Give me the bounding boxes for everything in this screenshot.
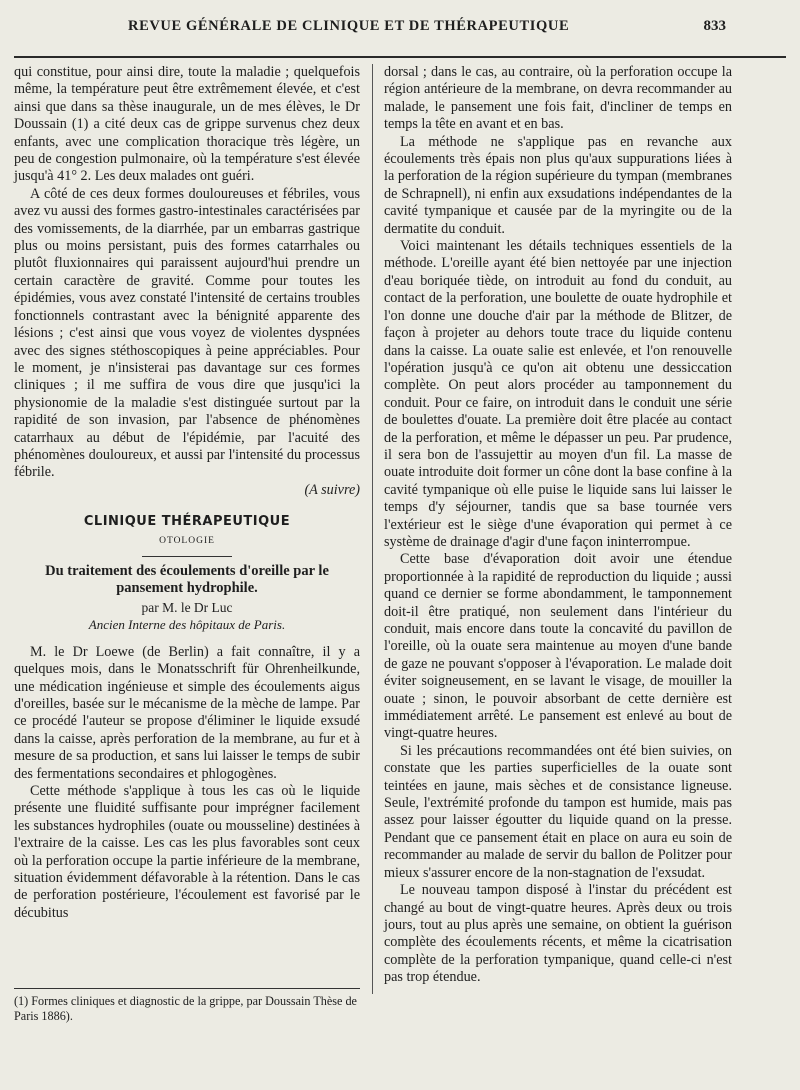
paragraph: La méthode ne s'applique pas en revanche aux écoulements très épais non plus qu'aux suppurations liées à la perforation de la région supérieure du tympan (membranes de Schrapnell), ni enfin aux exsudations indépendantes de la cavité tympanique et causée par de la myringite ou de la dermatite du conduit. — [384, 133, 732, 237]
page-header — [0, 16, 800, 42]
paragraph: A côté de ces deux formes douloureuses et fébriles, vous avez vu aussi des formes gastro-intestinales caractérisées par des vomissements, de la diarrhée, par un embarras gastrique plus ou moins persistant, puis des formes catarrhales ou plutôt fluxionnaires qui paraissent aujourd'hui prendre un certain caractère de gravité. Comme pour toutes les épidémies, vous avez constaté l'intensité de certains troubles fonctionnels contrastant avec la bénignité apparente des lésions ; c'est ainsi que vous voyez de violentes dyspnées avec des signes stéthoscopiques à peine appréciables. Pour le moment, je n'insisterai pas davantage sur ces formes cliniques ; il me suffira de vous dire que jusqu'ici la physionomie de la maladie s'est distinguée surtout par la rapidité de son invasion, par l'absence de phénomènes catarrhaux au début de l'épidémie, par l'acuité des phénomènes douloureux, et aussi par l'intensité du processus fébrile. — [14, 185, 360, 481]
paragraph: Voici maintenant les détails techniques essentiels de la méthode. L'oreille ayant été bien nettoyée par une injection d'eau boriquée tiède, on introduit au fond du conduit, au contact de la perforation, une boulette de ouate hydrophile et l'on donne une douche d'air par la méthode de Blitzer, de façon à projeter au dehors toute trace du liquide contenu dans la caisse. La ouate salie est enlevée, et l'on renouvelle l'opération jusqu'à ce qu'on ait obtenu une dessiccation complète. On peut alors procéder au tamponnement du conduit. Pour ce faire, on introduit dans le conduit une série de boulettes d'ouate. La première doit être placée au contact de la perforation, et même le dépasser un peu. Par prudence, il sera bon de l'assujettir au moyen d'un fil. La masse de ouate introduite doit former un cône dont la base confine à la cavité tympanique où elle puise le liquide sans lui laisser le temps d'y séjourner, tandis que sa base tournée vers l'extérieur est le siège d'une évaporation qui permet à ce système de drainage d'agir d'une façon ininterrompue. — [384, 238, 732, 550]
section-divider — [142, 556, 232, 557]
footnote: (1) Formes cliniques et diagnostic de la grippe, par Doussain Thèse de Paris 1886). — [14, 994, 357, 1023]
paragraph: Cette méthode s'applique à tous les cas où le liquide présente une fluidité suffisante pour imprégner facilement les substances hydrophiles (ouate ou mousseline) destinées à l'extraire de la caisse. Les cas les plus favorables sont ceux où la perforation occupe la partie inférieure de la membrane, situation évidemment défavorable à la rétention. Dans le cas de perforation postérieure, l'écoulement est favorisé par le décubitus — [14, 783, 360, 921]
page-number: 833 — [703, 18, 726, 34]
paragraph: Cette base d'évaporation doit avoir une étendue proportionnée à la rapidité de reproduction du liquide ; aussi quand ce dernier se forme abondamment, le tamponnement doit-il être pratiqué, non seulement dans l'intérieur du conduit, mais encore dans toute la concavité du pavillon de l'oreille, où la ouate sera maintenue au moyen d'une bande de gaze ne pouvant s'opposer à l'évaporation. Le malade doit éviter soigneusement, en se lavant le visage, de mouiller la ouate ; sinon, le pouvoir absorbant de cette dernière est immédiatement arrêté. Le pansement est enlevé au bout de vingt-quatre heures. — [384, 551, 732, 742]
to-be-continued: (A suivre) — [304, 481, 360, 498]
section-title: CLINIQUE THÉRAPEUTIQUE — [83, 514, 291, 530]
column-separator — [372, 64, 373, 994]
paragraph: M. le Dr Loewe (de Berlin) a fait connaître, il y a quelques mois, dans le Monatsschrift für Ohrenheilkunde, une médication ingénieuse et simple des écoulements aigus d'oreilles, basée sur le mécanisme de la mèche de lampe. Par ce procédé l'auteur se propose d'éliminer le liquide exsudé dans la caisse, après perforation de la membrane, au fur et à mesure de sa production, et sans lui laisser le temps de subir des fermentations secondaires et phlogogènes. — [14, 643, 360, 782]
author-line: par M. le Dr Luc — [141, 599, 233, 615]
left-column — [14, 64, 360, 922]
paragraph: dorsal ; dans le cas, au contraire, où la perforation occupe la région antérieure de la membrane, on devra recommander au malade, le pansement une fois fait, d'incliner de temps en temps la tête en avant et en bas. — [384, 64, 732, 133]
running-title: REVUE GÉNÉRALE DE CLINIQUE ET DE THÉRAPEUTIQUE — [128, 18, 570, 34]
footnote-rule — [14, 988, 360, 989]
section-subtitle: OTOLOGIE — [159, 535, 215, 546]
author-role: Ancien Interne des hôpitaux de Paris. — [88, 617, 286, 633]
paragraph: qui constitue, pour ainsi dire, toute la maladie ; quelquefois même, la température peut être extrêmement élevée, et c'est ainsi que dans sa thèse inaugurale, un de mes élèves, le Dr Doussain (1) a cité deux cas de grippe survenus chez deux enfants, avec une complication thoracique très légère, un peu de congestion pulmonaire, où la température s'est élevée jusqu'à 41° 2. Les deux malades ont guéri. — [14, 64, 360, 185]
paragraph: Si les précautions recommandées ont été bien suivies, on constate que les parties superficielles de la ouate sont teintées en jaune, mais sèches et de consistance ligneuse. Seule, l'extrémité profonde du tampon est humide, mais pas assez pour laisser égoutter du liquide quand on la presse. Pendant que ce pansement était en place on aura eu soin de recommander au malade de servir du ballon de Politzer pour mieux s'assurer encore de la non-stagnation de l'exsudat. — [384, 742, 732, 881]
article-title: Du traitement des écoulements d'oreille par le pansement hydrophile. — [45, 562, 329, 596]
paragraph: Le nouveau tampon disposé à l'instar du précédent est changé au bout de vingt-quatre heures. Après deux ou trois jours, tout au plus après une semaine, on obtient la guérison complète des écoulements récents, et même la cicatrisation complète de la perforation tympanique, quand celle-ci n'est pas trop étendue. — [384, 882, 732, 986]
header-rule — [14, 56, 786, 58]
right-column — [384, 64, 732, 987]
